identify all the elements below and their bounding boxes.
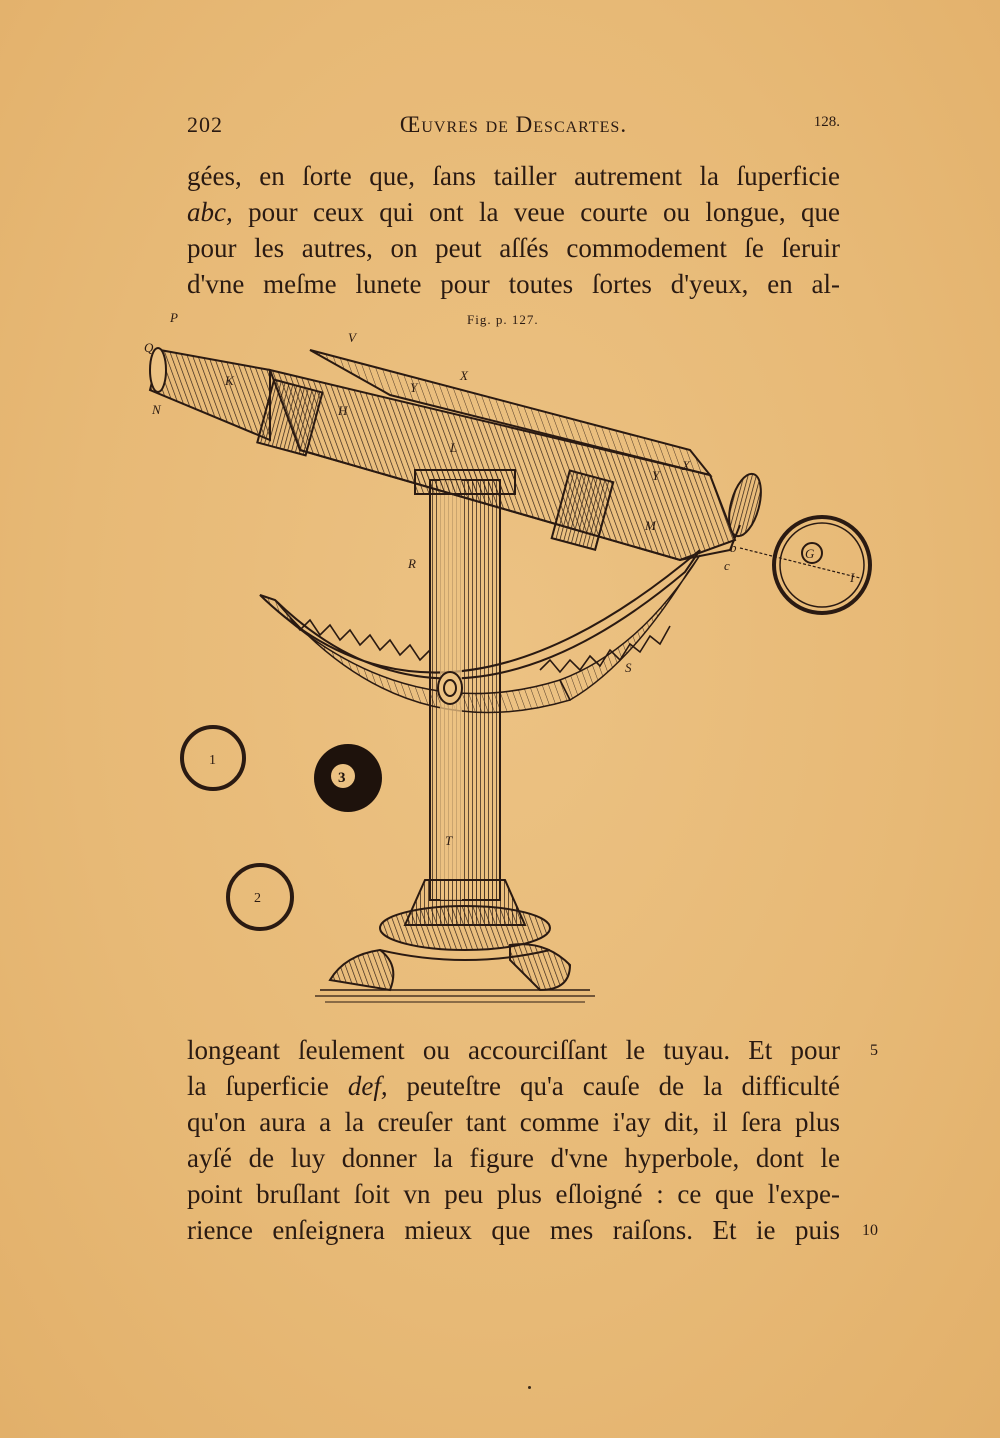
text-line: longeant ſeulement ou accourciſſant le tuyau. Et pour <box>187 1035 840 1065</box>
label-k: K <box>225 373 234 388</box>
circle-1-label: 1 <box>209 753 216 768</box>
italic-abc: abc, <box>187 197 233 227</box>
label-y2: Y <box>652 468 660 483</box>
text-line: point bruſlant ſoit vn peu plus eſloigné : ce que l'expe- <box>187 1179 840 1209</box>
label-g: G <box>805 546 815 561</box>
running-title-initial: Œ <box>399 112 422 137</box>
text-line-rest: pour ceux qui ont la veue courte ou longue, que <box>248 197 840 227</box>
eyepiece-ring <box>740 517 870 613</box>
bottom-paragraph <box>187 1032 840 1248</box>
label-c: c <box>724 558 730 573</box>
running-title <box>187 112 840 138</box>
text-line-start: la ſuperficie <box>187 1071 329 1101</box>
label-t: T <box>445 833 453 848</box>
label-y: Y <box>410 380 418 395</box>
label-l: L <box>450 440 458 455</box>
text-line: qu'on aura a la creuſer tant comme i'ay dit, il ſera plus <box>187 1107 840 1137</box>
text-line-rest: peuteſtre qu'a cauſe de la difficulté <box>406 1071 840 1101</box>
italic-def: def, <box>347 1071 388 1101</box>
telescope-engraving <box>140 300 890 1020</box>
label-m: M <box>645 518 656 533</box>
text-line: gées, en ſorte que, ſans tailler autrement la ſuperficie <box>187 161 840 191</box>
figure-caption: Fig. p. 127. <box>467 312 539 327</box>
label-n: N <box>152 402 161 417</box>
text-line: d'vne meſme lunete pour toutes ſortes d'yeux, en al- <box>187 269 840 299</box>
label-q: Q <box>144 340 154 355</box>
label-h: H <box>338 403 348 418</box>
label-b: b <box>730 540 737 555</box>
label-i: I <box>850 570 855 585</box>
page-number: 202 <box>187 112 223 137</box>
label-x2: X <box>682 458 690 473</box>
text-line: pour les autres, on peut aſſés commodement ſe ſeruir <box>187 233 840 263</box>
text-line <box>187 1068 840 1104</box>
label-v: V <box>348 330 356 345</box>
label-r: R <box>408 556 416 571</box>
circle-2-label: 2 <box>254 891 261 906</box>
claw-feet <box>315 944 595 1002</box>
top-paragraph <box>187 158 840 302</box>
text-line: rience enſeignera mieux que mes raiſons. Et ie puis <box>187 1215 840 1245</box>
lens-circle-2 <box>228 865 292 929</box>
lens-circle-1 <box>182 727 244 789</box>
lens-circle-3 <box>314 744 382 812</box>
page-speck <box>528 1386 531 1389</box>
text-line: ayſé de luy donner la figure d'vne hyperbole, dont le <box>187 1143 840 1173</box>
label-x: X <box>460 368 468 383</box>
page-header <box>187 112 840 144</box>
running-title-rest: uvres de Descartes. <box>421 112 628 137</box>
line-number-10: 10 <box>862 1222 878 1239</box>
label-s: S <box>625 660 632 675</box>
label-p: P <box>170 310 178 325</box>
line-number-5: 5 <box>870 1042 878 1059</box>
circle-3-label: 3 <box>338 770 346 786</box>
text-line <box>187 194 840 230</box>
folio-number: 128. <box>813 114 840 130</box>
